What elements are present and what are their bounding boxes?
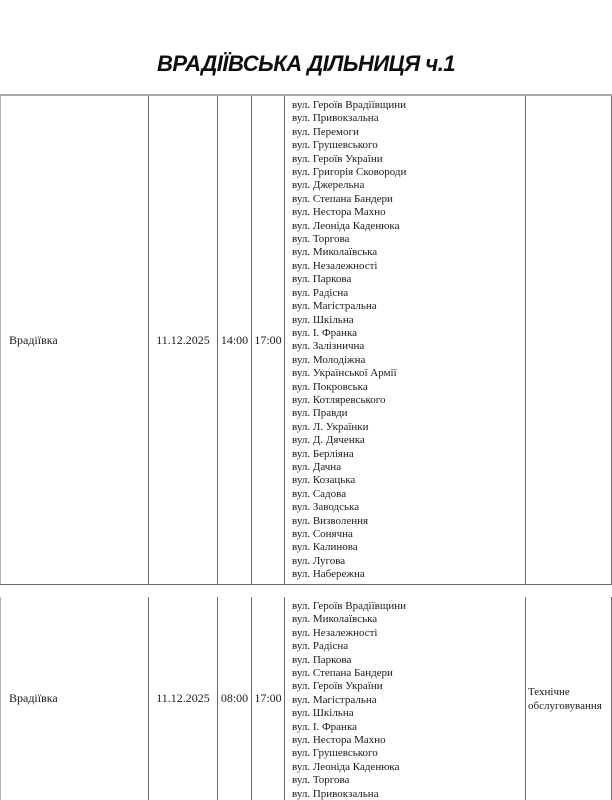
- work-type-cell: Технічне обслуговування: [526, 597, 612, 800]
- street-line: вул. Радісна: [292, 286, 349, 299]
- location-cell: Врадіївка: [0, 597, 149, 800]
- street-line: вул. Заводська: [292, 501, 360, 514]
- street-line: вул. Сонячна: [292, 528, 353, 540]
- street-line: вул. Нестора Махно: [292, 206, 386, 219]
- street-line: вул. Героїв Врадіївщини: [292, 600, 406, 612]
- street-line: вул. Української Армії: [292, 367, 397, 380]
- street-line: вул. Незалежності: [292, 259, 378, 272]
- street-line: вул. Набережна: [292, 568, 365, 581]
- street-line: вул. Д. Дяченка: [292, 434, 365, 447]
- street-line: вул. Незалежності: [292, 626, 378, 639]
- street-line: вул. Степана Бандери: [292, 192, 393, 205]
- street-line: вул. Григорія Сковороди: [292, 166, 407, 179]
- street-line: вул. Паркова: [292, 653, 352, 666]
- location-cell: Врадіївка: [0, 96, 149, 584]
- street-line: вул. Калинова: [292, 541, 358, 554]
- street-line: вул. Козацька: [292, 474, 356, 487]
- streets-cell: [285, 96, 526, 584]
- street-line: вул. Торгова: [292, 774, 350, 787]
- date-cell: 11.12.2025: [149, 96, 218, 584]
- start-time-cell: 14:00: [218, 96, 252, 584]
- street-line: вул. Покровська: [292, 380, 368, 393]
- street-line: вул. Залізнична: [292, 340, 365, 353]
- street-line: вул. Торгова: [292, 233, 350, 246]
- street-line: вул. Садова: [292, 487, 347, 500]
- street-line: вул. Миколаївська: [292, 246, 378, 259]
- street-line: вул. Радісна: [292, 640, 349, 653]
- street-line: вул. Магістральна: [292, 300, 377, 313]
- start-time-cell: 08:00: [218, 597, 252, 800]
- street-line: вул. Лугова: [292, 554, 346, 567]
- street-line: вул. І. Франка: [292, 326, 358, 339]
- street-line: вул. Джерельна: [292, 179, 365, 192]
- end-time-cell: 17:00: [252, 96, 285, 584]
- schedule-row: [0, 94, 612, 585]
- street-line: вул. Перемоги: [292, 125, 359, 138]
- page-title: ВРАДІЇВСЬКА ДІЛЬНИЦЯ ч.1: [156, 51, 456, 76]
- street-line: вул. Визволення: [292, 514, 369, 527]
- date-cell: 11.12.2025: [149, 597, 218, 800]
- street-line: вул. Котляревського: [292, 393, 386, 406]
- street-line: вул. Шкільна: [292, 707, 354, 720]
- street-line: вул. Паркова: [292, 273, 352, 286]
- streets-cell: [285, 597, 526, 800]
- street-line: вул. Грушевського: [292, 139, 378, 152]
- street-line: вул. Дачна: [292, 460, 342, 473]
- street-line: вул. Грушевського: [292, 747, 378, 760]
- street-line: вул. Нестора Махно: [292, 734, 386, 747]
- street-line: вул. Молодіжна: [292, 353, 366, 366]
- street-line: вул. Правди: [292, 407, 348, 420]
- street-line: вул. Миколаївська: [292, 613, 378, 626]
- street-line: вул. Героїв України: [292, 152, 383, 165]
- street-line: вул. Привокзальна: [292, 112, 379, 125]
- street-line: вул. Степана Бандери: [292, 667, 393, 680]
- street-line: вул. Привокзальна: [292, 787, 379, 800]
- street-line: вул. Леоніда Каденюка: [292, 219, 400, 232]
- end-time-cell: 17:00: [252, 597, 285, 800]
- street-line: вул. Леоніда Каденюка: [292, 760, 400, 773]
- street-line: вул. І. Франка: [292, 720, 358, 733]
- street-line: вул. Героїв Врадіївщини: [292, 99, 406, 111]
- street-line: вул. Берліяна: [292, 447, 354, 460]
- street-line: вул. Л. Українки: [292, 420, 369, 433]
- street-line: вул. Героїв України: [292, 680, 383, 693]
- schedule-row: [0, 597, 612, 800]
- street-line: вул. Магістральна: [292, 693, 377, 706]
- street-line: вул. Шкільна: [292, 313, 354, 326]
- work-type-cell: [526, 96, 612, 584]
